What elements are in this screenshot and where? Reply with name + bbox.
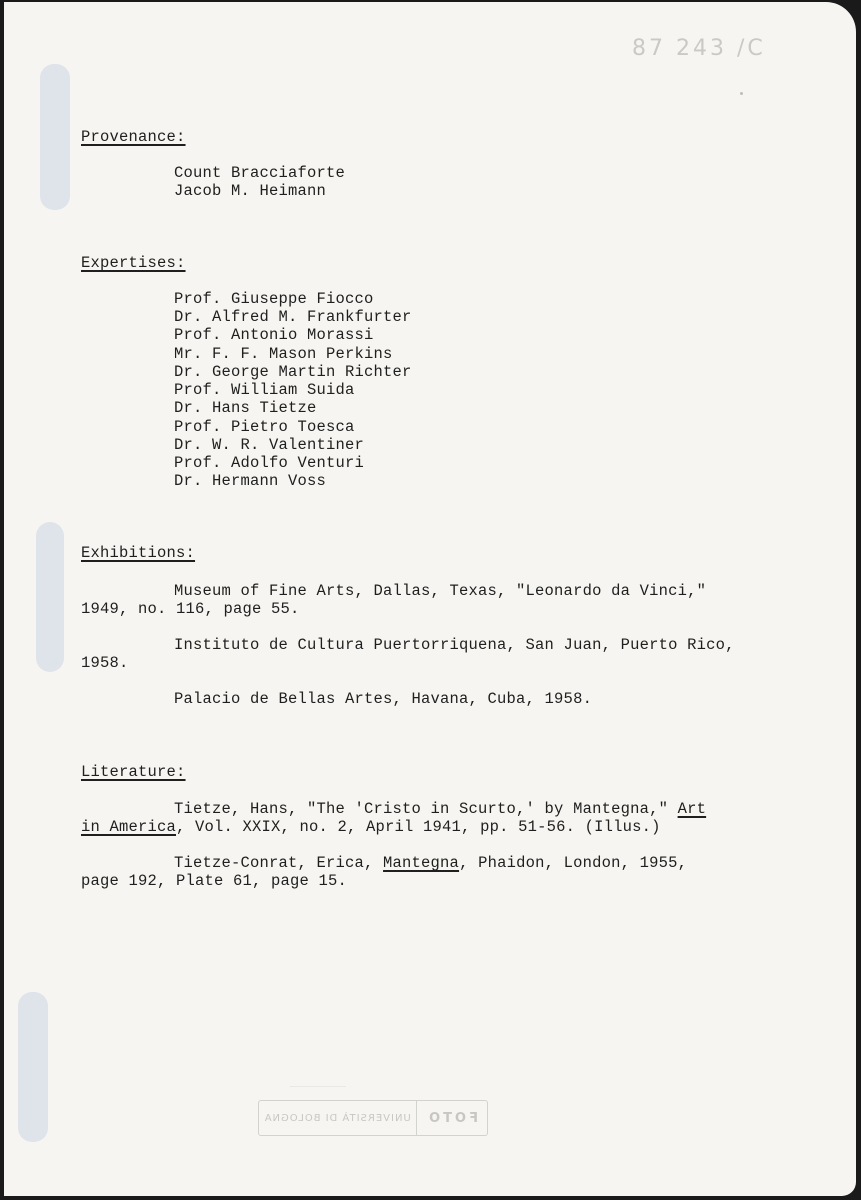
pencil-dot — [740, 92, 743, 95]
expertise-item: Dr. W. R. Valentiner — [174, 436, 365, 454]
literature-entry-line — [174, 800, 706, 818]
exhibition-entry-line: 1949, no. 116, page 55. — [81, 600, 300, 618]
citation-text: , Vol. XXIX, no. 2, April 1941, pp. 51-56. (Illus.) — [176, 818, 661, 836]
book-title: Mantegna — [383, 854, 460, 872]
archive-stamp — [258, 1100, 488, 1136]
document-page — [4, 2, 856, 1196]
exhibition-entry-line: Instituto de Cultura Puertorriquena, San Juan, Puerto Rico, — [174, 636, 735, 654]
exhibition-entry-line: 1958. — [81, 654, 129, 672]
stamp-label: FOTO — [426, 1110, 478, 1126]
expertise-item: Prof. William Suida — [174, 381, 355, 399]
expertise-item: Prof. Adolfo Venturi — [174, 454, 365, 472]
literature-heading: Literature: — [81, 763, 186, 781]
provenance-heading: Provenance: — [81, 128, 186, 146]
expertise-item: Dr. Hermann Voss — [174, 472, 327, 490]
exhibitions-heading: Exhibitions: — [81, 544, 196, 562]
expertise-item: Mr. F. F. Mason Perkins — [174, 345, 393, 363]
citation-text: Tietze, Hans, "The 'Cristo in Scurto,' by Mantegna," — [174, 800, 678, 818]
literature-entry-line — [174, 854, 687, 872]
tape-stain-middle — [36, 522, 64, 672]
expertises-heading: Expertises: — [81, 254, 186, 272]
expertise-item: Prof. Giuseppe Fiocco — [174, 290, 374, 308]
expertise-item: Prof. Pietro Toesca — [174, 418, 355, 436]
citation-text: , Phaidon, London, 1955, — [459, 854, 688, 872]
expertise-item: Prof. Antonio Morassi — [174, 326, 374, 344]
exhibition-entry-line: Museum of Fine Arts, Dallas, Texas, "Leonardo da Vinci," — [174, 582, 707, 600]
tape-stain-bottom — [18, 992, 48, 1142]
provenance-item: Jacob M. Heimann — [174, 182, 327, 200]
literature-entry-line — [81, 818, 661, 836]
expertise-item: Dr. Hans Tietze — [174, 399, 317, 417]
citation-text: Tietze-Conrat, Erica, — [174, 854, 384, 872]
expertise-item: Dr. Alfred M. Frankfurter — [174, 308, 412, 326]
provenance-item: Count Bracciaforte — [174, 164, 346, 182]
stamp-institution: UNIVERSITÀ DI BOLOGNA — [263, 1112, 411, 1124]
journal-title: Art — [677, 800, 707, 818]
faint-mark — [290, 1056, 346, 1087]
tape-stain-top — [40, 64, 70, 210]
expertise-item: Dr. George Martin Richter — [174, 363, 412, 381]
literature-entry-line: page 192, Plate 61, page 15. — [81, 872, 348, 890]
journal-title: in America — [81, 818, 177, 836]
pencil-note: 87 243 /C — [632, 36, 766, 61]
exhibition-entry-line: Palacio de Bellas Artes, Havana, Cuba, 1958. — [174, 690, 593, 708]
